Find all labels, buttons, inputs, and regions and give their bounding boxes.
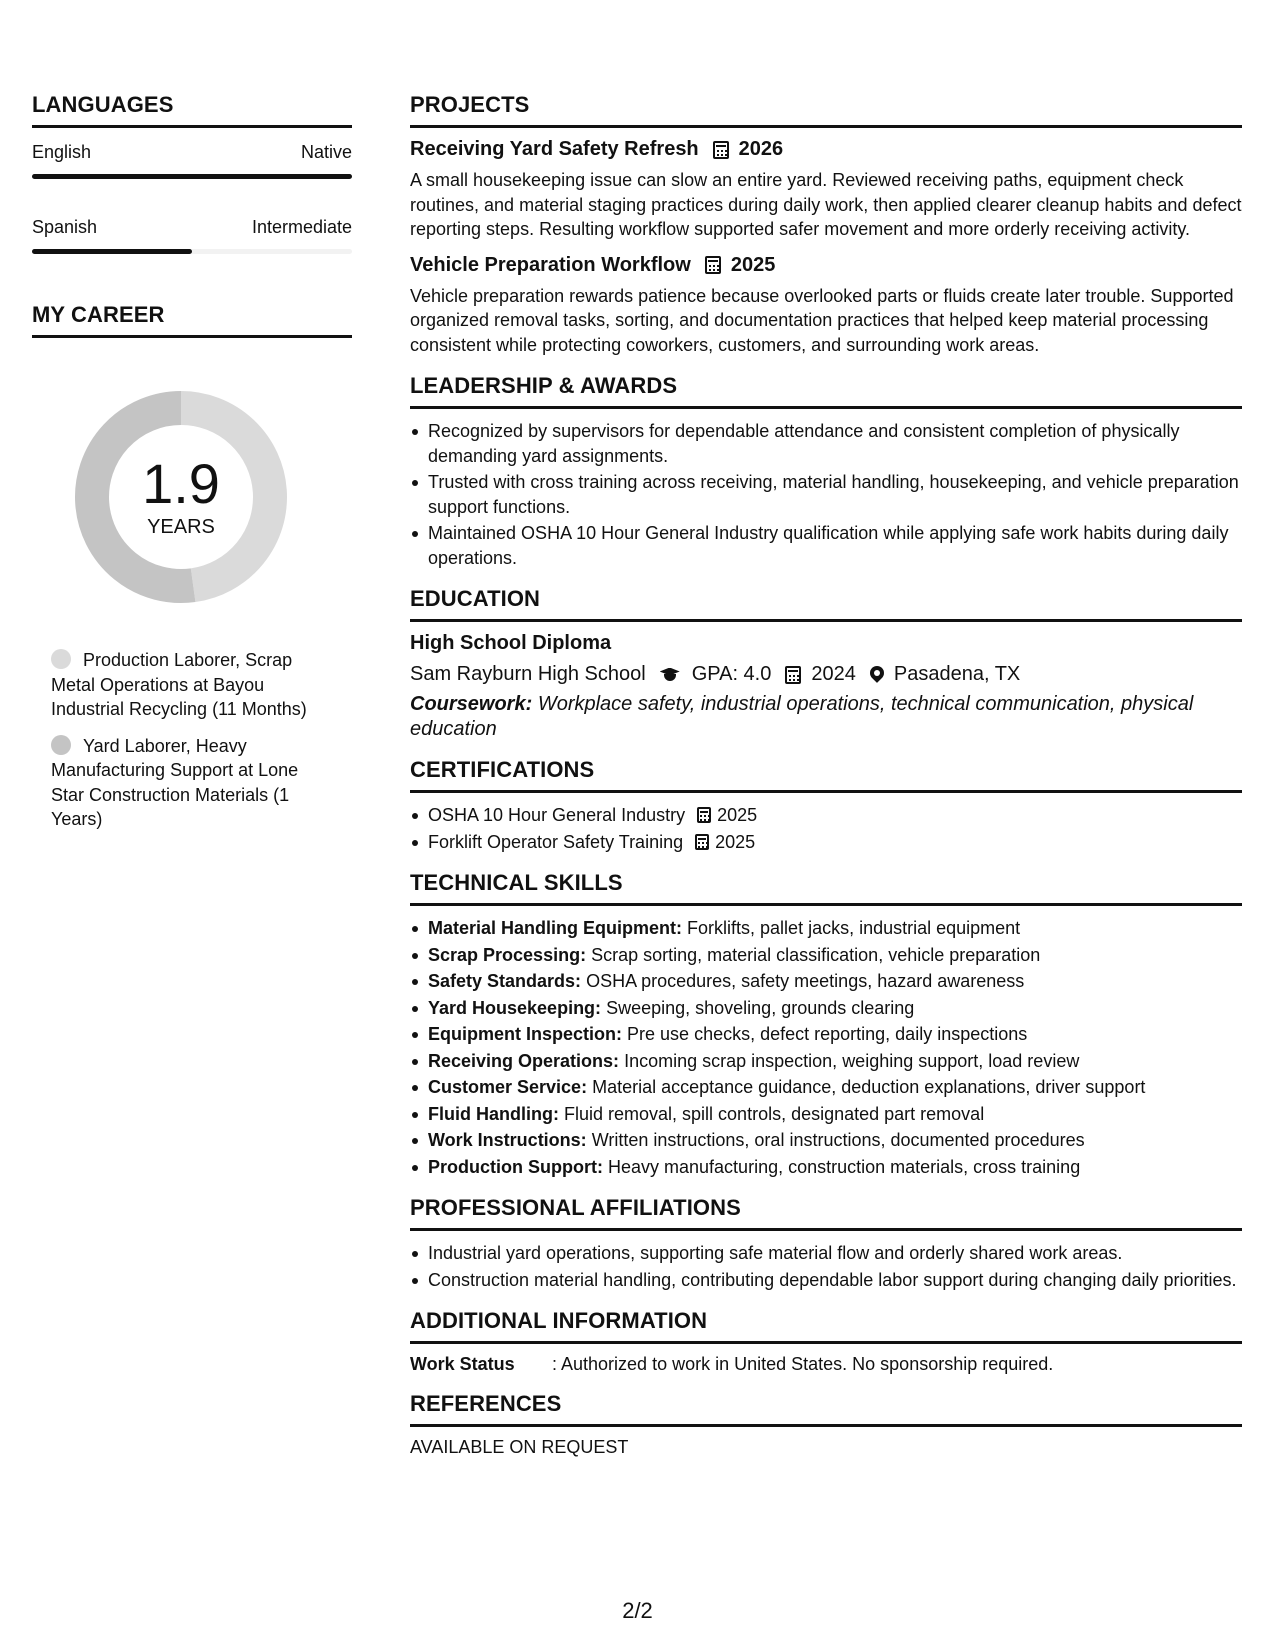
project-description: Vehicle preparation rewards patience because overlooked parts or fluids create later trouble. Supported organized removal tasks, sorting, and documentation practices that helped keep material processing consistent while protecting coworkers, customers, and surrounding work areas.	[410, 285, 1234, 355]
skill-values: Material acceptance guidance, deduction explanations, driver support	[592, 1077, 1146, 1097]
skill-values: Incoming scrap inspection, weighing support, load review	[624, 1050, 1080, 1071]
section-divider	[410, 619, 1242, 622]
calendar-icon	[695, 834, 709, 850]
certifications-list	[410, 803, 1242, 854]
project-title: Receiving Yard Safety Refresh	[410, 138, 699, 160]
affiliations-list	[410, 1241, 1242, 1292]
education-school: Sam Rayburn High School	[410, 663, 646, 685]
section-divider	[32, 125, 352, 128]
language-level: Native	[300, 142, 352, 162]
skill-values: Sweeping, shoveling, grounds clearing	[606, 997, 915, 1018]
skill-category: Yard Housekeeping:	[428, 997, 602, 1018]
project-item	[410, 254, 1242, 358]
certification-name: Forklift Operator Safety Training	[428, 831, 684, 852]
education-location: Pasadena, TX	[893, 663, 1021, 685]
certifications-heading: CERTIFICATIONS	[410, 757, 595, 782]
project-title-row	[410, 254, 1242, 277]
career-legend-label: Production Laborer, Scrap Metal Operations at Bayou Industrial Recycling (11 Months)	[51, 650, 307, 719]
calendar-icon	[697, 807, 711, 823]
project-year: 2026	[738, 138, 784, 160]
certification-item	[410, 830, 1242, 855]
leadership-list	[410, 419, 1242, 570]
career-heading: MY CAREER	[32, 302, 165, 327]
skill-item	[410, 996, 1242, 1021]
section-divider	[410, 903, 1242, 906]
calendar-icon	[713, 141, 729, 159]
language-name: English	[32, 142, 92, 162]
skill-values: Scrap sorting, material classification, vehicle preparation	[591, 944, 1041, 965]
skill-item	[410, 916, 1242, 941]
certification-name: OSHA 10 Hour General Industry	[428, 805, 686, 825]
education-heading: EDUCATION	[410, 586, 541, 611]
language-english	[32, 142, 352, 179]
project-title: Vehicle Preparation Workflow	[410, 253, 691, 276]
affiliation-item: Industrial yard operations, supporting safe material flow and orderly shared work areas.	[410, 1241, 1242, 1266]
project-description: A small housekeeping issue can slow an entire yard. Reviewed receiving paths, equipment check routines, and material staging practices during daily work, then applied clearer cleanup habits and defect reporting steps. Resulting workflow supported safer movement and more orderly receiving activity.	[410, 170, 1242, 239]
skill-category: Work Instructions:	[428, 1130, 587, 1150]
language-proficiency-bar	[32, 174, 352, 179]
language-proficiency-fill	[32, 174, 352, 179]
certifications-section	[410, 757, 1242, 854]
career-legend-item	[51, 648, 332, 722]
career-donut-chart	[66, 382, 296, 612]
skill-category: Receiving Operations:	[428, 1050, 620, 1071]
education-degree: High School Diploma	[410, 632, 612, 654]
work-status-value: : Authorized to work in United States. No sponsorship required.	[552, 1354, 1054, 1374]
language-spanish	[32, 217, 352, 254]
projects-heading: PROJECTS	[410, 92, 530, 117]
leadership-item: Recognized by supervisors for dependable attendance and consistent completion of physically demanding yard assignments.	[410, 419, 1242, 468]
legend-dot	[51, 649, 71, 669]
coursework-label: Coursework:	[410, 693, 533, 715]
skills-list	[410, 916, 1242, 1179]
skill-category: Customer Service:	[428, 1077, 588, 1097]
education-details	[410, 663, 1242, 686]
section-divider	[410, 125, 1242, 128]
project-title-row	[410, 138, 1242, 161]
coursework-text: Workplace safety, industrial operations, technical communication, physical education	[410, 693, 1194, 740]
skill-category: Safety Standards:	[428, 971, 582, 991]
references-heading: REFERENCES	[410, 1391, 562, 1416]
skill-values: Fluid removal, spill controls, designated part removal	[564, 1103, 985, 1124]
skill-values: Forklifts, pallet jacks, industrial equipment	[687, 918, 1021, 938]
skill-item	[410, 1155, 1242, 1180]
legend-dot	[51, 735, 71, 755]
skill-values: Pre use checks, defect reporting, daily inspections	[627, 1024, 1028, 1044]
leadership-section	[410, 373, 1242, 570]
skill-item	[410, 1102, 1242, 1127]
affiliations-section	[410, 1195, 1242, 1292]
projects-section	[410, 92, 1242, 357]
project-item	[410, 138, 1242, 242]
references-text: AVAILABLE ON REQUEST	[410, 1437, 629, 1457]
skill-category: Fluid Handling:	[428, 1103, 559, 1124]
career-legend	[32, 648, 332, 832]
skill-values: Written instructions, oral instructions, documented procedures	[591, 1130, 1085, 1150]
language-proficiency-fill	[32, 249, 192, 254]
education-year: 2024	[811, 663, 856, 685]
project-year: 2025	[730, 253, 776, 276]
skill-category: Equipment Inspection:	[428, 1024, 623, 1044]
section-divider	[410, 1341, 1242, 1344]
leadership-heading: LEADERSHIP & AWARDS	[410, 373, 678, 398]
education-section	[410, 586, 1242, 741]
location-pin-icon	[870, 666, 884, 684]
skill-values: OSHA procedures, safety meetings, hazard awareness	[586, 971, 1025, 991]
references-section	[410, 1391, 1242, 1458]
skill-values: Heavy manufacturing, construction materials, cross training	[608, 1156, 1081, 1177]
right-column	[410, 92, 1242, 1474]
career-legend-label: Yard Laborer, Heavy Manufacturing Support at Lone Star Construction Materials (1 Years)	[51, 735, 299, 829]
calendar-icon	[785, 666, 801, 684]
additional-info-section	[410, 1308, 1242, 1375]
section-divider	[410, 406, 1242, 409]
work-status-row	[410, 1354, 1242, 1375]
affiliations-heading: PROFESSIONAL AFFILIATIONS	[410, 1195, 741, 1220]
section-divider	[410, 1424, 1242, 1427]
skill-item	[410, 969, 1242, 994]
language-level: Intermediate	[251, 217, 352, 237]
left-column	[32, 92, 352, 844]
skill-category: Production Support:	[428, 1156, 603, 1177]
section-divider	[32, 335, 352, 338]
career-years-value: 1.9	[142, 451, 220, 515]
certification-year: 2025	[717, 805, 758, 825]
leadership-item: Maintained OSHA 10 Hour General Industry qualification while applying safe work habits during daily operations.	[410, 521, 1242, 570]
education-coursework	[410, 692, 1242, 741]
donut-center	[66, 382, 296, 612]
page-number: 2/2	[622, 1598, 653, 1623]
graduation-cap-icon	[658, 668, 682, 682]
skill-category: Material Handling Equipment:	[428, 918, 683, 938]
leadership-item: Trusted with cross training across receiving, material handling, housekeeping, and vehicle preparation support functions.	[410, 470, 1242, 519]
skill-item	[410, 1128, 1242, 1153]
work-status-label: Work Status	[410, 1354, 515, 1374]
career-legend-item	[51, 734, 332, 832]
section-divider	[410, 790, 1242, 793]
languages-heading: LANGUAGES	[32, 92, 174, 117]
career-years-unit: YEARS	[147, 515, 215, 538]
certification-item	[410, 803, 1242, 828]
language-name: Spanish	[32, 217, 98, 237]
skills-section	[410, 870, 1242, 1179]
language-proficiency-bar	[32, 249, 352, 254]
section-divider	[410, 1228, 1242, 1231]
skill-item	[410, 1022, 1242, 1047]
skill-item	[410, 1075, 1242, 1100]
certification-year: 2025	[715, 831, 756, 852]
skill-item	[410, 1049, 1242, 1074]
education-gpa: GPA: 4.0	[691, 663, 772, 685]
skill-category: Scrap Processing:	[428, 944, 587, 965]
calendar-icon	[705, 256, 721, 274]
additional-info-heading: ADDITIONAL INFORMATION	[410, 1308, 708, 1333]
skills-heading: TECHNICAL SKILLS	[410, 870, 623, 895]
affiliation-item: Construction material handling, contributing dependable labor support during changing daily priorities.	[410, 1268, 1242, 1293]
skill-item	[410, 943, 1242, 968]
